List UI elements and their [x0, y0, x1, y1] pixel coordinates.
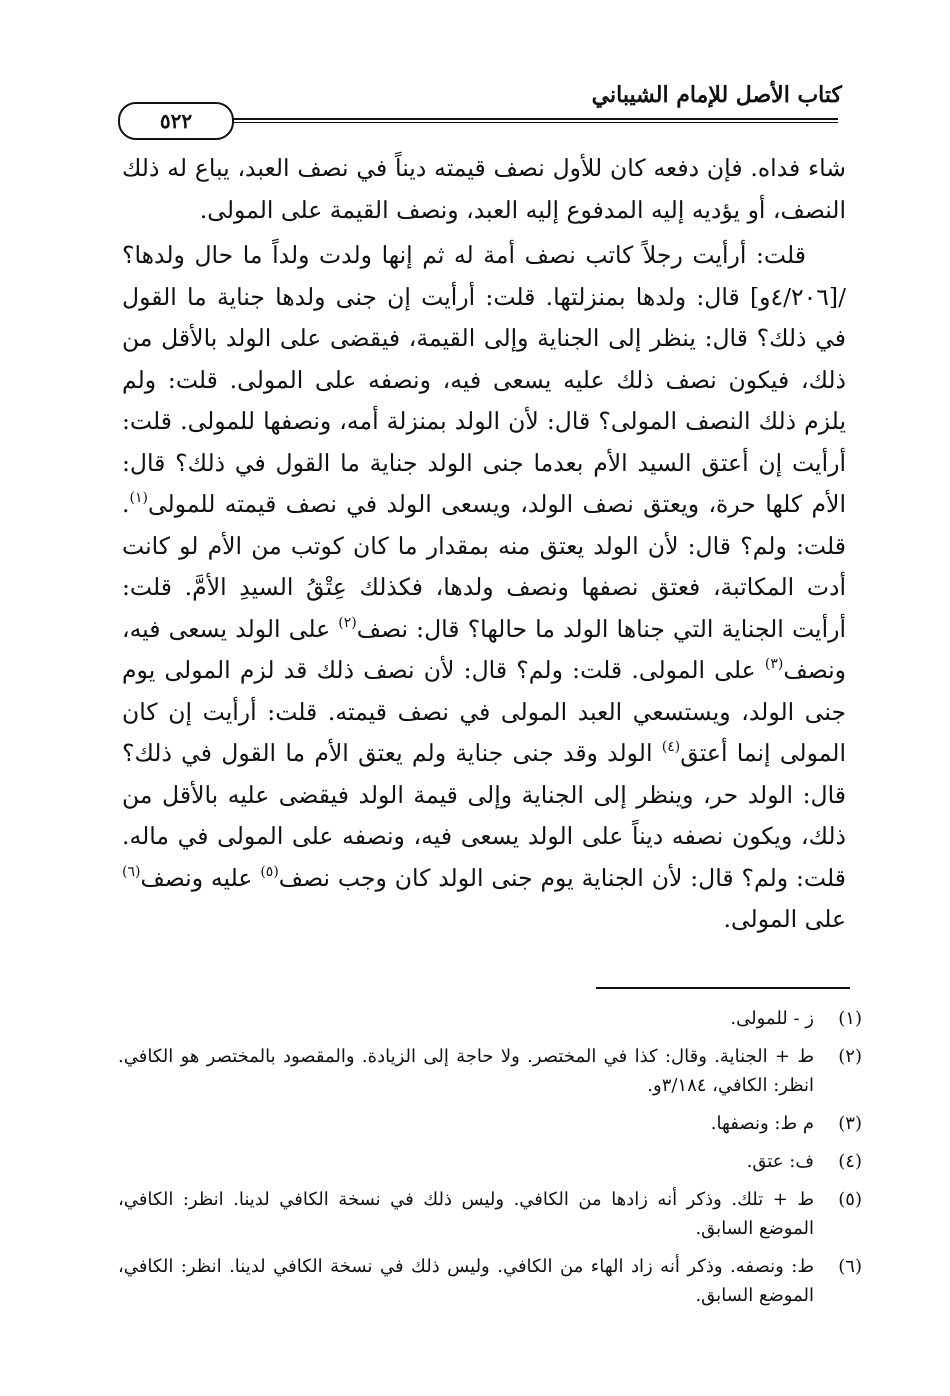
footnote — [118, 1042, 862, 1100]
footnote-number: (٦) — [838, 1256, 862, 1277]
footnote-ref[interactable]: (٣) — [764, 656, 784, 672]
footnote-text: ز - للمولى. — [730, 1008, 814, 1029]
footnote-number: (٤) — [838, 1151, 862, 1172]
footnote — [118, 1185, 862, 1243]
header-rule-thin — [130, 122, 838, 123]
text-run: عليه ونصف — [140, 863, 261, 892]
footnote-text: ط: ونصفه. وذكر أنه زاد الهاء من الكافي. وليس ذلك في نسخة الكافي لدينا. انظر: الكافي، الموضع السابق. — [118, 1256, 814, 1306]
footnotes-list — [118, 1004, 862, 1319]
footnote-ref[interactable]: (٥) — [260, 863, 279, 880]
footnote-number: (٥) — [838, 1189, 862, 1210]
footnote-separator — [596, 987, 850, 989]
footnote-text: م ط: ونصفها. — [710, 1113, 814, 1134]
footnote-ref[interactable]: (٤) — [661, 739, 681, 755]
footnote-text: ط + تلك. وذكر أنه زادها من الكافي. وليس ذلك في نسخة الكافي لدينا. انظر: الكافي، الموضع السابق. — [118, 1189, 814, 1239]
text-run: الولد وقد جنى جناية ولم يعتق الأم ما القول في ذلك؟ قال: الولد حر، وينظر إلى الجناية وإلى قيمة الولد فيقضى عليه بالأقل من ذلك، ويكون نصفه ديناً على الولد يسعى فيه، ونصفه على المولى في ماله. قلت: ولم؟ قال: لأن الجناية يوم جنى الولد كان وجب نصف — [122, 739, 847, 892]
text-run: على المولى. قلت: ولم؟ قال: لأن نصف ذلك قد لزم المولى يوم جنى الولد، ويستسعي العبد المولى في نصف قيمته. قلت: أرأيت إن كان المولى إنما أعتق — [122, 656, 846, 767]
header-rule — [130, 118, 838, 120]
footnote-ref[interactable]: (٢) — [338, 614, 357, 631]
paragraph — [122, 235, 846, 941]
text-run: قلت: أرأيت رجلاً كاتب نصف أمة له ثم إنها ولدت ولداً ما حال ولدها؟ /[٤/٢٠٦و] قال: ولدها بمنزلتها. قلت: أرأيت إن جنى ولدها جناية ما القول في ذلك؟ قال: ينظر إلى الجناية وإلى القيمة، فيقضى على الولد بالأقل من ذلك، فيكون نصف ذلك عليه يسعى فيه، ونصفه على المولى. قلت: ولم يلزم ذلك النصف المولى؟ قال: لأن الولد بمنزلة أمه، ونصفها للمولى. قلت: أرأيت إن أعتق السيد الأم بعدما جنى الولد جناية ما القول في ذلك؟ قال: الأم كلها حرة، ويعتق نصف الولد، ويسعى الولد في نصف قيمته للمولى — [122, 241, 846, 518]
running-title: كتاب الأصل للإمام الشيباني — [591, 82, 842, 108]
footnote-number: (٣) — [838, 1113, 862, 1134]
footnote — [118, 1252, 862, 1310]
text-run: . قلت: ولم؟ قال: لأن الولد يعتق منه بمقدار ما كان كوتب من الأم لو كانت أدت المكاتبة، فعتق نصفها ونصف ولدها، فكذلك عِتْقُ السيدِ الأمَّ. قلت: أرأيت الجناية التي جناها الولد ما حالها؟ قال: نصف — [122, 490, 846, 643]
footnote-text: ف: عتق. — [746, 1151, 814, 1172]
main-text — [122, 148, 846, 941]
footnote-number: (١) — [838, 1008, 862, 1029]
text-run: على الولد يسعى فيه، ونصف — [122, 614, 846, 684]
footnote — [118, 1109, 862, 1138]
footnote — [118, 1004, 862, 1033]
text-run: على المولى. — [723, 905, 846, 933]
page-number: ٥٢٢ — [118, 102, 234, 140]
footnote — [118, 1147, 862, 1176]
footnote-text: ط + الجناية. وقال: كذا في المختصر. ولا حاجة إلى الزيادة. والمقصود بالمختصر هو الكافي. انظر: الكافي، ٣/١٨٤و. — [118, 1046, 814, 1096]
paragraph: شاء فداه. فإن دفعه كان للأول نصف قيمته ديناً في نصف العبد، يباع له ذلك النصف، أو يؤديه إليه المدفوع إليه العبد، ونصف القيمة على المولى. — [122, 154, 846, 224]
footnote-number: (٢) — [838, 1046, 862, 1067]
footnote-ref[interactable]: (٦) — [122, 863, 141, 880]
footnote-ref[interactable]: (١) — [129, 490, 148, 506]
